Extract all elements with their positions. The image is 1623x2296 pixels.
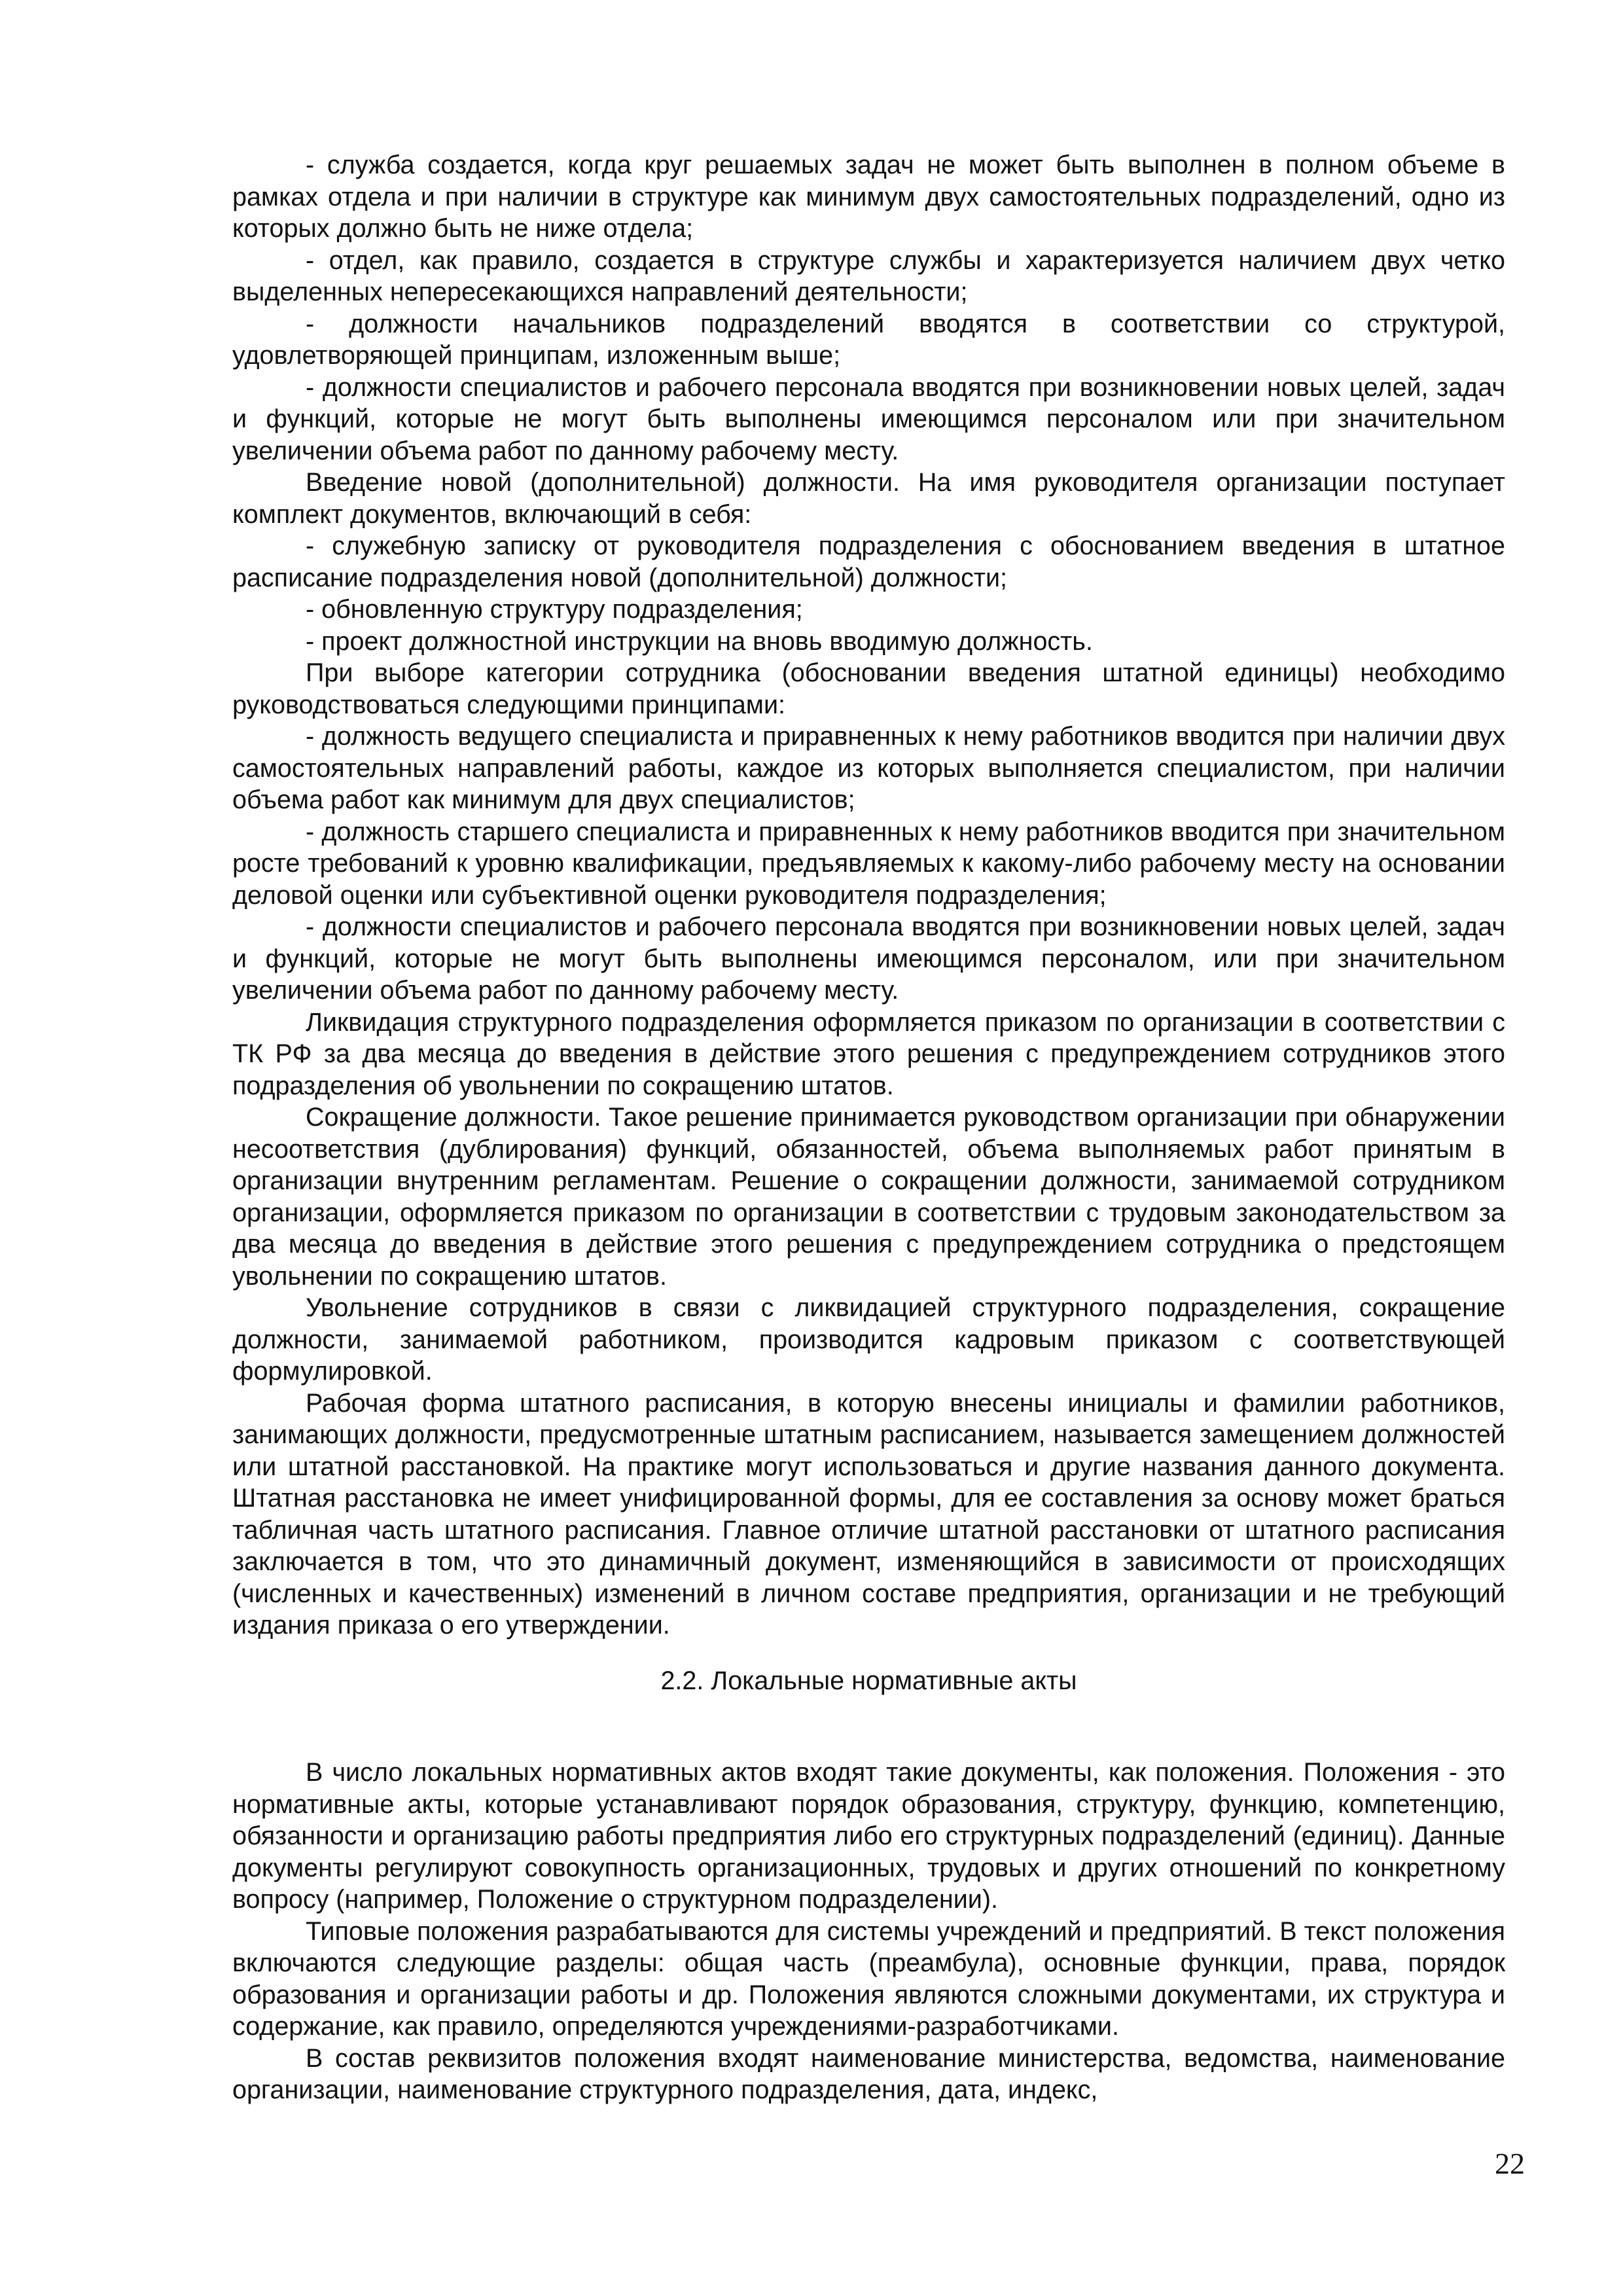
paragraph: Введение новой (дополнительной) должности. На имя руководителя организации поступает комплект документов, включающий в себя:	[232, 468, 1505, 529]
document-page	[232, 149, 1505, 2106]
paragraph: Сокращение должности. Такое решение принимается руководством организации при обнаружении несоответствия (дублирования) функций, обязанностей, объема выполняемых работ принятым в организации внутренним регламентам. Решение о сокращении должности, занимаемой сотрудником организации, оформляется приказом по организации в соответствии с трудовым законодательством за два месяца до введения в действие этого решения с предупреждением сотрудника о предстоящем увольнении по сокращению штатов.	[232, 1103, 1505, 1291]
body-text-before-heading	[232, 149, 1505, 1641]
paragraph: - должности начальников подразделений вводятся в соответствии со структурой, удовлетворяющей принципам, изложенным выше;	[232, 309, 1505, 370]
paragraph: - должности специалистов и рабочего персонала вводятся при возникновении новых целей, задач и функций, которые не могут быть выполнены имеющимся персоналом или при значительном увеличении объема работ по данному рабочему месту.	[232, 372, 1505, 465]
paragraph: - проект должностной инструкции на вновь вводимую должность.	[306, 626, 1093, 656]
paragraph: В состав реквизитов положения входят наименование министерства, ведомства, наименование организации, наименование структурного подразделения, дата, индекс,	[232, 2043, 1505, 2104]
paragraph: Типовые положения разрабатываются для системы учреждений и предприятий. В текст положения включаются следующие разделы: общая часть (преамбула), основные функции, права, порядок образования и организации работы и др. Положения являются сложными документами, их структура и содержание, как правило, определяются учреждениями-разработчиками.	[232, 1916, 1505, 2041]
paragraph: - отдел, как правило, создается в структуре службы и характеризуется наличием двух четко выделенных непересекающихся направлений деятельности;	[232, 245, 1505, 306]
paragraph: - должность ведущего специалиста и приравненных к нему работников вводится при наличии двух самостоятельных направлений работы, каждое из которых выполняется специалистом, при наличии объема работ как минимум для двух специалистов;	[232, 722, 1505, 814]
paragraph: - должность старшего специалиста и приравненных к нему работников вводится при значительном росте требований к уровню квалификации, предъявляемых к какому-либо рабочему месту на основании деловой оценки или субъективной оценки руководителя подразделения;	[232, 817, 1505, 910]
paragraph: - должности специалистов и рабочего персонала вводятся при возникновении новых целей, задач и функций, которые не могут быть выполнены имеющимся персоналом, или при значительном увеличении объема работ по данному рабочему месту.	[232, 912, 1505, 1005]
paragraph: При выборе категории сотрудника (обосновании введения штатной единицы) необходимо руководствоваться следующими принципами:	[232, 658, 1505, 719]
body-text-after-heading	[232, 1757, 1505, 2106]
paragraph: - служба создается, когда круг решаемых задач не может быть выполнен в полном объеме в рамках отдела и при наличии в структуре как минимум двух самостоятельных подразделений, одно из которых должно быть не ниже отдела;	[232, 151, 1505, 243]
paragraph: Рабочая форма штатного расписания, в которую внесены инициалы и фамилии работников, занимающих должности, предусмотренные штатным расписанием, называется замещением должностей или штатной расстановкой. На практике могут использоваться и другие названия данного документа. Штатная расстановка не имеет унифицированной формы, для ее составления за основу может браться табличная часть штатного расписания. Главное отличие штатной расстановки от штатного расписания заключается в том, что это динамичный документ, изменяющийся в зависимости от происходящих (численных и качественных) изменений в личном составе предприятия, организации и не требующий издания приказа о его утверждении.	[232, 1388, 1505, 1640]
paragraph: Ликвидация структурного подразделения оформляется приказом по организации в соответствии с ТК РФ за два месяца до введения в действие этого решения с предупреждением сотрудников этого подразделения об увольнении по сокращению штатов.	[232, 1007, 1505, 1100]
paragraph: - обновленную структуру подразделения;	[306, 595, 803, 624]
page-number: 22	[1495, 2147, 1525, 2180]
paragraph: - служебную записку от руководителя подразделения с обоснованием введения в штатное расписание подразделения новой (дополнительной) должности;	[232, 531, 1505, 592]
section-heading: 2.2. Локальные нормативные акты	[660, 1666, 1077, 1695]
paragraph: Увольнение сотрудников в связи с ликвидацией структурного подразделения, сокращение должности, занимаемой работником, производится кадровым приказом с соответствующей формулировкой.	[232, 1293, 1505, 1386]
paragraph: В число локальных нормативных актов входят такие документы, как положения. Положения - это нормативные акты, которые устанавливают порядок образования, структуру, функцию, компетенцию, обязанности и организацию работы предприятия либо его структурных подразделений (единиц). Данные документы регулируют совокупность организационных, трудовых и других отношений по конкретному вопросу (например, Положение о структурном подразделении).	[232, 1758, 1505, 1914]
